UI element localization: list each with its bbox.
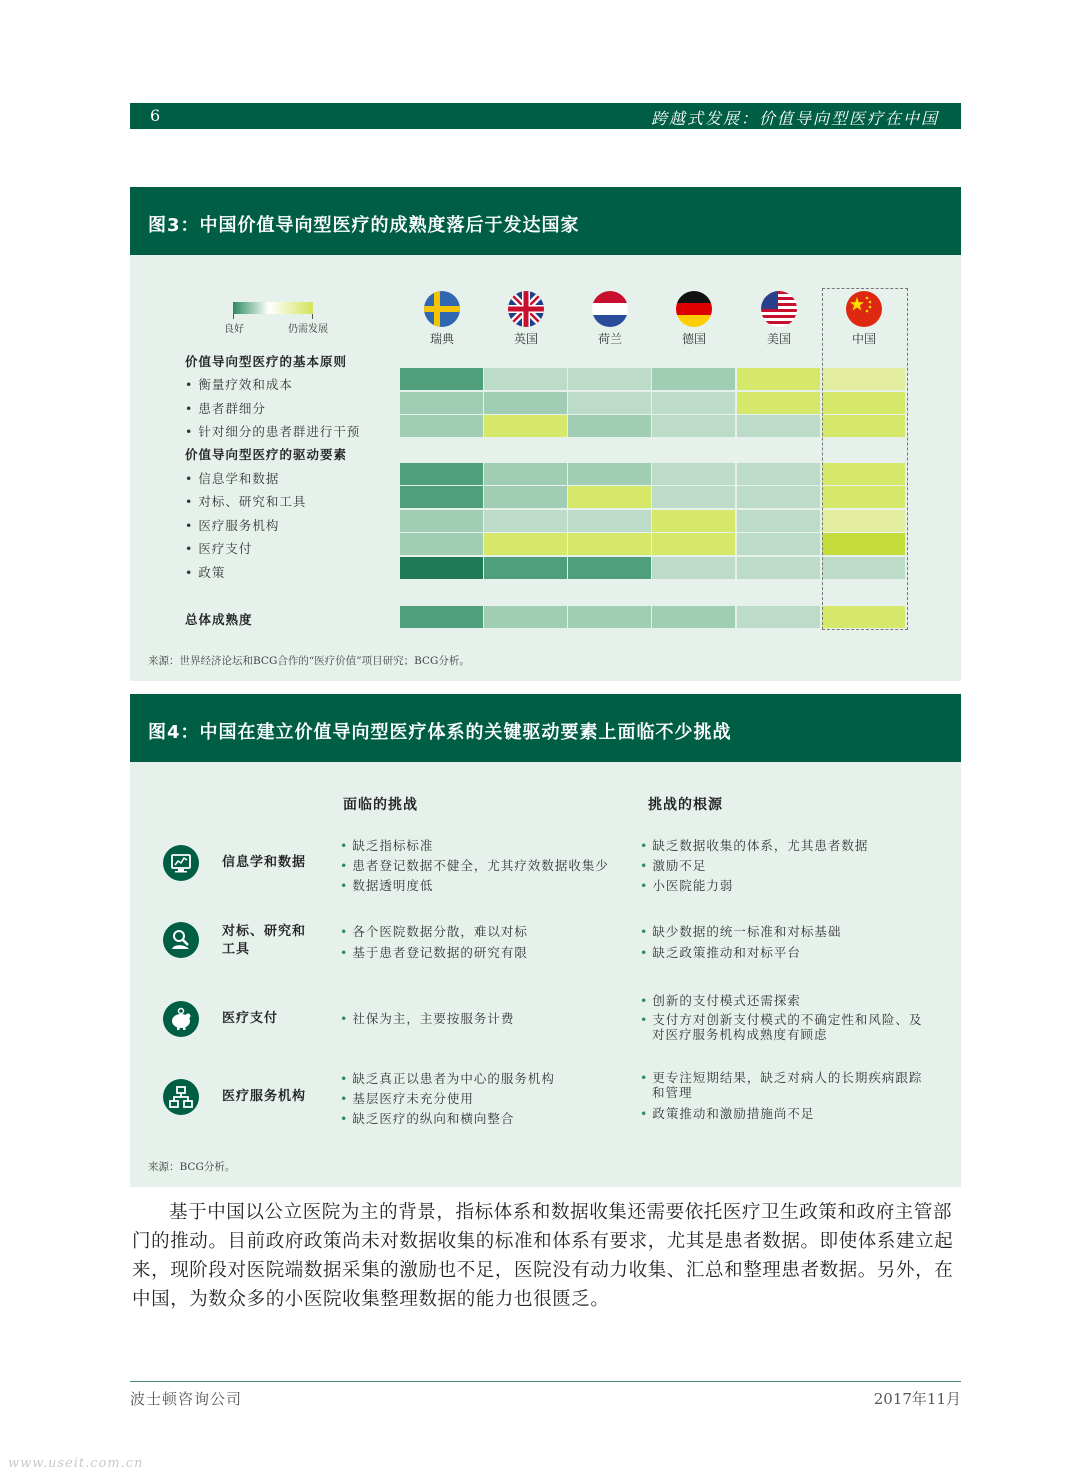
heatmap-cell: [737, 392, 820, 414]
row-label: • 针对细分的患者群进行干预: [185, 424, 361, 439]
country-label: 英国: [513, 332, 538, 346]
challenge-item: • 缺乏指标标准: [340, 838, 434, 853]
section-heading: 价值导向型医疗的驱动要素: [185, 447, 348, 462]
root-item: • 政策推动和激励措施尚不足: [640, 1106, 815, 1121]
heatmap-cell: [400, 368, 483, 390]
root-item: • 更专注短期结果，缺乏对病人的长期疾病跟踪和管理: [640, 1070, 923, 1100]
heatmap-cell: [568, 510, 651, 532]
heatmap-cell: [737, 415, 820, 437]
challenge-item: • 患者登记数据不健全，尤其疗效数据收集少: [340, 858, 609, 873]
heatmap-cell: [652, 415, 735, 437]
china-highlight-box: [822, 288, 908, 630]
overall-cell: [737, 606, 820, 628]
figure-4-panel: [130, 694, 961, 1187]
root-item: • 缺乏数据收集的体系，尤其患者数据: [640, 838, 869, 853]
heatmap-cell: [568, 463, 651, 485]
root-item: • 激励不足: [640, 858, 707, 873]
heatmap-cell: [400, 557, 483, 579]
heatmap-cell: [652, 392, 735, 414]
root-item: • 小医院能力弱: [640, 878, 734, 893]
challenge-item: • 社保为主，主要按服务计费: [340, 1011, 515, 1026]
heatmap-cell: [484, 557, 567, 579]
heatmap-cell: [484, 415, 567, 437]
legend-tick: [233, 314, 234, 319]
heatmap-cell: [484, 463, 567, 485]
heatmap-cell: [400, 415, 483, 437]
germany-flag-icon: [676, 291, 712, 327]
research-icon: [163, 922, 199, 958]
org-chart-icon: [163, 1079, 199, 1115]
challenge-item: • 缺乏真正以患者为中心的服务机构: [340, 1071, 555, 1086]
figure-3-source: 来源：世界经济论坛和BCG合作的“医疗价值”项目研究；BCG分析。: [148, 655, 470, 667]
heatmap-cell: [737, 533, 820, 555]
heatmap-cell: [400, 533, 483, 555]
challenge-item: • 数据透明度低: [340, 878, 434, 893]
netherlands-flag-icon: [592, 291, 628, 327]
heatmap-cell: [484, 533, 567, 555]
heatmap-cell: [484, 392, 567, 414]
legend-tick: [312, 314, 313, 319]
row-label: • 对标、研究和工具: [185, 494, 307, 509]
heatmap-cell: [400, 463, 483, 485]
category-label: 医疗支付: [222, 1011, 279, 1026]
footer-rule: [130, 1381, 961, 1382]
watermark: www.useit.com.cn: [8, 1456, 144, 1471]
heatmap-cell: [484, 486, 567, 508]
category-label: 医疗服务机构: [222, 1089, 307, 1104]
country-label: 美国: [766, 332, 791, 346]
figure-4-title: 图4：中国在建立价值导向型医疗体系的关键驱动要素上面临不少挑战: [130, 694, 961, 762]
overall-cell: [400, 606, 483, 628]
legend-needs: 仍需发展: [288, 324, 328, 335]
challenge-item: • 基层医疗未充分使用: [340, 1091, 474, 1106]
footer-date: 2017年11月: [873, 1390, 961, 1408]
row-label: • 信息学和数据: [185, 471, 280, 486]
heatmap-cell: [568, 392, 651, 414]
figure-3-title: 图3：中国价值导向型医疗的成熟度落后于发达国家: [130, 187, 961, 255]
heatmap-cell: [400, 392, 483, 414]
section-heading: 价值导向型医疗的基本原则: [185, 354, 348, 369]
heatmap-cell: [652, 557, 735, 579]
root-item: • 创新的支付模式还需探索: [640, 993, 801, 1008]
figure-3-panel: [130, 187, 961, 681]
row-label: • 政策: [185, 565, 226, 580]
challenge-item: • 各个医院数据分散，难以对标: [340, 924, 528, 939]
challenge-item: • 基于患者登记数据的研究有限: [340, 945, 528, 960]
heatmap-cell: [568, 557, 651, 579]
heatmap-cell: [652, 463, 735, 485]
country-label: 中国: [851, 332, 876, 346]
usa-flag-icon: [761, 291, 797, 327]
heatmap-cell: [652, 368, 735, 390]
heatmap-cell: [400, 486, 483, 508]
heatmap-cell: [652, 510, 735, 532]
heatmap-cell: [737, 486, 820, 508]
row-label: • 衡量疗效和成本: [185, 377, 293, 392]
heatmap-cell: [737, 557, 820, 579]
legend-good: 良好: [224, 324, 244, 335]
heatmap-cell: [400, 510, 483, 532]
heatmap-cell: [737, 463, 820, 485]
country-label: 德国: [681, 332, 706, 346]
uk-flag-icon: [508, 291, 544, 327]
data-screen-icon: [163, 845, 199, 881]
heatmap-cell: [737, 510, 820, 532]
col-header-challenges: 面临的挑战: [343, 797, 418, 813]
overall-cell: [568, 606, 651, 628]
header-bar: [130, 103, 961, 129]
col-header-roots: 挑战的根源: [648, 797, 723, 813]
footer-company: 波士顿咨询公司: [130, 1390, 243, 1408]
row-label: • 医疗服务机构: [185, 518, 280, 533]
piggy-bank-icon: [163, 1001, 199, 1037]
root-item: • 缺少数据的统一标准和对标基础: [640, 924, 842, 939]
sweden-flag-icon: [424, 291, 460, 327]
overall-cell: [652, 606, 735, 628]
heatmap-cell: [568, 415, 651, 437]
heatmap-cell: [737, 368, 820, 390]
heatmap-cell: [568, 533, 651, 555]
body-paragraph: 基于中国以公立医院为主的背景，指标体系和数据收集还需要依托医疗卫生政策和政府主管部门的推动。目前政府政策尚未对数据收集的标准和体系有要求，尤其是患者数据。即使体系建立起来，现阶段对医院端数据采集的激励也不足，医院没有动力收集、汇总和整理患者数据。另外，在中国，为数众多的小医院收集整理数据的能力也很匮乏。: [132, 1202, 954, 1310]
root-item: • 缺乏政策推动和对标平台: [640, 945, 801, 960]
heatmap-cell: [568, 486, 651, 508]
heatmap-cell: [484, 368, 567, 390]
body-text: [132, 1198, 964, 1314]
country-label: 瑞典: [429, 332, 454, 346]
row-label: • 患者群细分: [185, 401, 266, 416]
category-label: 对标、研究和工具: [222, 924, 307, 957]
country-label: 荷兰: [597, 332, 622, 346]
legend-gradient: [233, 302, 313, 314]
page-number: 6: [150, 106, 161, 125]
heatmap-cell: [568, 368, 651, 390]
category-label: 信息学和数据: [222, 855, 307, 870]
header-title: 跨越式发展：价值导向型医疗在中国: [650, 109, 939, 128]
heatmap-cell: [652, 486, 735, 508]
heatmap-cell: [484, 510, 567, 532]
heatmap-cell: [652, 533, 735, 555]
overall-cell: [484, 606, 567, 628]
root-item: • 支付方对创新支付模式的不确定性和风险、及对医疗服务机构成熟度有顾虑: [640, 1012, 923, 1042]
row-label: • 医疗支付: [185, 541, 253, 556]
figure-4-source: 来源：BCG分析。: [148, 1161, 236, 1173]
challenge-item: • 缺乏医疗的纵向和横向整合: [340, 1111, 515, 1126]
overall-label: 总体成熟度: [185, 612, 253, 627]
